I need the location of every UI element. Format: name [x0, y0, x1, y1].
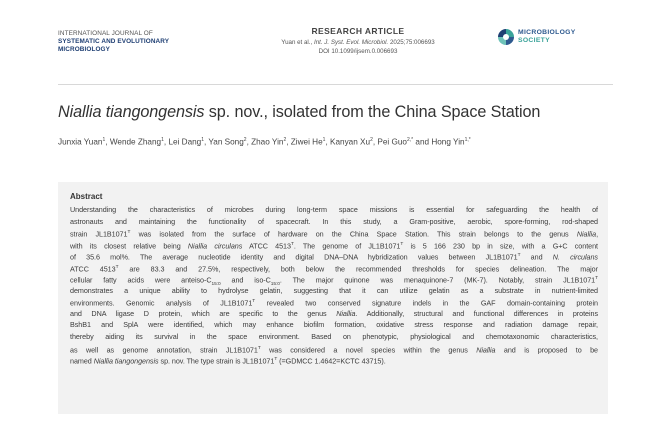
abstract-line: with its closest relative being Niallia circulans ATCC $4513^T$. The genome of $JL1B1071^T$ is 5 166 230 bp in size, with a G+C content: [70, 241, 598, 251]
abstract-line: Understanding the characteristics of microbes during long-term space missions is essential for safeguarding the health of: [70, 205, 598, 214]
author-affiliation: 2: [370, 137, 373, 143]
journal-name-line1: INTERNATIONAL JOURNAL OF: [58, 30, 153, 37]
author-name: Junxia Yuan: [58, 137, 103, 147]
abstract-line: ATCC $4513^T$ are 83.3 and 27.5%, respectively, both below the recommended thresholds for species delineation. The major: [70, 264, 598, 274]
doi-link[interactable]: DOI 10.1099/ijsem.0.006693: [318, 48, 398, 55]
author-affiliation: 1,*: [464, 137, 471, 143]
author-name: Wende Zhang: [109, 137, 162, 147]
author-affiliation: 2,*: [407, 137, 414, 143]
abstract-line: astronauts and maintaining the functionality of spacecraft. In this study, a Gram-positive, aerobic, spore-forming, rod-shaped: [70, 216, 598, 226]
abstract-line: BshB1 and SplA were identified, which may enhance biofilm formation, oxidative stress response and radiation damage repair,: [70, 320, 598, 330]
author-name: Pei Guo: [377, 137, 407, 147]
paper-title: [58, 103, 618, 122]
header-divider: [58, 84, 613, 85]
author-name: Yan Song: [208, 137, 244, 147]
citation: [243, 39, 473, 46]
article-header: [243, 26, 473, 55]
citation-journal: Int. J. Syst. Evol. Microbiol.: [313, 39, 389, 46]
abstract-line: named Niallia tiangongensis sp. nov. The type strain is $JL1B1071^T$ (=GDMCC 1.4642=KCTC 43715).: [70, 356, 386, 366]
article-type: RESEARCH ARTICLE: [311, 26, 405, 36]
microbiology-society-logo: [497, 26, 607, 48]
abstract-line: strain $JL1B1071^T$ was isolated from the surface of hardware on the China Space Station. This strain belongs to the genus Niallia,: [70, 229, 598, 239]
citation-authors: Yuan et al.,: [281, 39, 314, 46]
journal-name-line2: SYSTEMATIC AND EVOLUTIONARY: [58, 38, 170, 46]
abstract-line: demonstrates a unique ability to hydrolyse gelatin, suggesting that it can utilize gelatin as a substrate in nutrient-limited: [70, 285, 598, 295]
title-rest: sp. nov., isolated from the China Space Station: [204, 103, 541, 121]
abstract-text: [70, 204, 598, 366]
abstract-line: and DNA ligase D protein, which are specific to the genus Niallia. Additionally, structural and functional differences in proteins: [70, 308, 598, 318]
author-affiliation: 1: [102, 137, 106, 143]
author-affiliation: 1: [322, 137, 326, 143]
citation-volume: 2025;75:006693: [388, 39, 435, 46]
abstract-box: [58, 182, 608, 414]
author-name: Ziwei He: [290, 137, 323, 147]
journal-name: [58, 30, 228, 55]
author-name: Lei Dang: [168, 137, 202, 147]
abstract-line: environments. Genomic analysis of $JL1B1071^T$ revealed two conserved signature indels in the GAF domain-containing protein: [70, 298, 598, 308]
author-affiliation: 1: [161, 137, 164, 143]
journal-name-line3: MICROBIOLOGY: [58, 46, 110, 54]
author-affiliation: 2: [283, 137, 287, 143]
abstract-line: of 35.6 mol%. The average nucleotide identity and digital DNA–DNA hybridization values between $JL1B1071^T$ and N. circulans: [70, 252, 598, 262]
abstract-line: as well as genome annotation, strain $JL1B1071^T$ was considered a novel species within the genus Niallia and is proposed to be: [70, 344, 598, 354]
logo-text-line2: SOCIETY: [518, 36, 550, 44]
title-species: Niallia tiangongensis: [58, 103, 205, 121]
author-affiliation: 1: [201, 137, 205, 143]
author-affiliation: 2: [243, 137, 247, 143]
abstract-line: cellular fatty acids were anteiso-$C_{15:0}$ and iso-$C_{15:0}$. The major quinone was menaquinone-7 (MK-7). Notably, strain $JL1B1071^T$: [70, 275, 598, 285]
society-logo-icon: [497, 28, 515, 46]
logo-wordmark: [518, 29, 576, 44]
author-list: Junxia Yuan$^1$, Wende Zhang$^1$, Lei Dang$^1$, Yan Song$^2$, Zhao Yin$^2$, Ziwei He$^1$, Kanyan Xu$^2$, Pei Guo$^{2,*}$ and Hong Yin$^{1,*}$: [58, 137, 471, 147]
abstract-heading: Abstract: [70, 192, 103, 201]
author-name: Hong Yin: [431, 137, 465, 147]
logo-text-line1: MICROBIOLOGY: [518, 29, 576, 36]
abstract-line: thereby aiding its survival in the space environment. Based on phenotypic, physiological and chemotaxonomic characteristics,: [70, 332, 598, 342]
author-name: Kanyan Xu: [330, 137, 371, 147]
author-name: Zhao Yin: [251, 137, 284, 147]
